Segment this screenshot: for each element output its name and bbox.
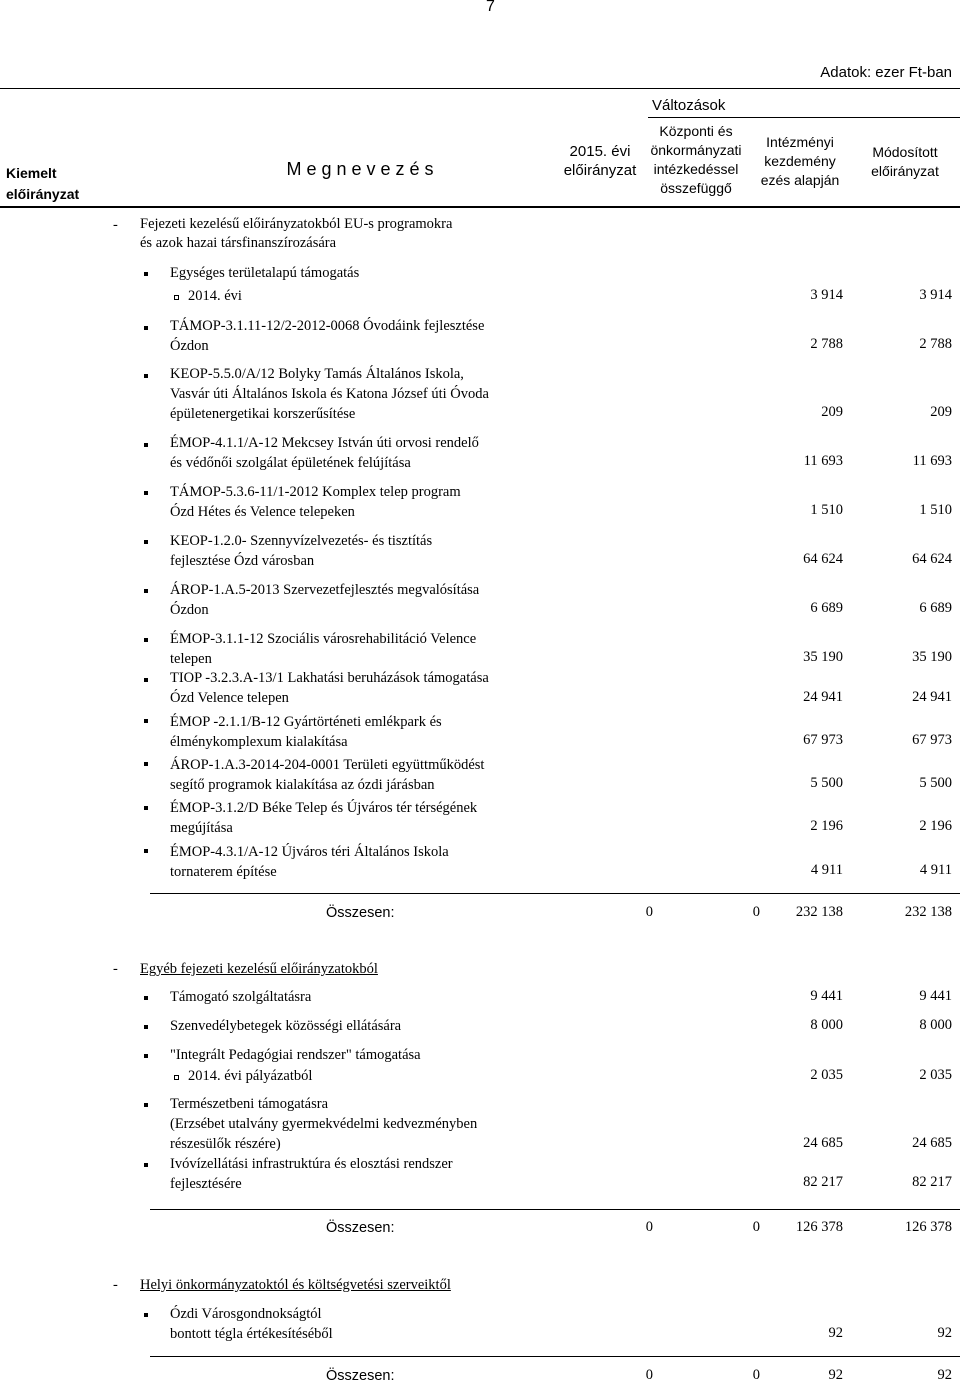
item-label: Természetbeni támogatásra (Erzsébet utalvány gyermekvédelmi kedvezményben részesülők részére) — [170, 1096, 478, 1152]
total-rule — [150, 1356, 960, 1357]
modositott-value: 24 685 — [912, 1135, 952, 1151]
total-label: Összesen: — [326, 905, 395, 921]
item-label: ÉMOP -2.1.1/B-12 Gyártörténeti emlékpark és élménykomplexum kialakítása — [170, 714, 442, 750]
modositott-value: 92 — [937, 1325, 952, 1341]
section2-title: Egyéb fejezeti kezelésű előirányzatokból — [140, 961, 378, 977]
bullet — [144, 1103, 148, 1107]
modositott-value: 82 217 — [912, 1174, 952, 1190]
intezmenyi-value: 5 500 — [810, 775, 843, 791]
bullet — [144, 1163, 148, 1167]
item-label: ÁROP-1.A.3-2014-204-0001 Területi együttműködést segítő programok kialakítása az ózdi járásban — [170, 757, 485, 793]
total-modositott: 92 — [937, 1367, 952, 1383]
intezmenyi-value: 24 941 — [803, 689, 843, 705]
bullet — [144, 638, 148, 642]
intezmenyi-value: 8 000 — [810, 1017, 843, 1033]
intezmenyi-value: 82 217 — [803, 1174, 843, 1190]
total-intezmenyi: 126 378 — [795, 1219, 843, 1235]
bullet — [144, 762, 148, 766]
total-kozponti: 0 — [645, 1219, 653, 1235]
total-intezmenyi: 92 — [828, 1367, 843, 1383]
modositott-value: 9 441 — [919, 988, 952, 1004]
intezmenyi-value: 24 685 — [803, 1135, 843, 1151]
item-label: KEOP-5.5.0/A/12 Bolyky Tamás Általános Iskola, Vasvár úti Általános Iskola és Katona József úti Óvoda épületenergetikai korszerűsítése — [170, 366, 489, 422]
item-label: KEOP-1.2.0- Szennyvízelvezetés- és tisztítás fejlesztése Ózd városban — [170, 533, 433, 569]
total-label: Összesen: — [326, 1368, 395, 1384]
intezmenyi-value: 11 693 — [803, 453, 843, 469]
modositott-value: 2 196 — [919, 818, 952, 834]
intezmenyi-value: 209 — [821, 404, 843, 420]
modositott-value: 6 689 — [919, 600, 952, 616]
modositott-value: 4 911 — [919, 862, 952, 878]
header-bottom-rule — [0, 206, 960, 208]
item-label: ÉMOP-4.3.1/A-12 Újváros téri Általános Iskola tornaterem építése — [170, 844, 449, 880]
item-label: ÉMOP-4.1.1/A-12 Mekcsey István úti orvosi rendelő és védőnői szolgálat épületének felújítása — [170, 435, 479, 471]
bullet — [144, 443, 148, 447]
page-number: 7 — [486, 0, 495, 15]
item-label: Ivóvízellátási infrastruktúra és elosztási rendszer fejlesztésére — [170, 1156, 453, 1192]
bullet — [144, 589, 148, 593]
total-intezmenyi-a: 0 — [752, 904, 760, 920]
total-intezmenyi-a: 0 — [752, 1367, 760, 1383]
modositott-value: 64 624 — [912, 551, 952, 567]
bullet — [144, 806, 148, 810]
header-kozponti: Központi és önkormányzati intézkedéssel összefüggő — [650, 123, 742, 196]
item-label: "Integrált Pedagógiai rendszer" támogatása — [170, 1047, 421, 1063]
item-label: Szenvedélybetegek közösségi ellátására — [170, 1018, 402, 1034]
item-label: Ózdi Városgondnokságtól bontott tégla értékesítéséből — [170, 1306, 333, 1342]
modositott-value: 8 000 — [919, 1017, 952, 1033]
total-modositott: 126 378 — [904, 1219, 952, 1235]
bullet — [144, 272, 148, 276]
item-label: Támogató szolgáltatásra — [170, 989, 312, 1005]
modositott-value: 209 — [930, 404, 952, 420]
bullet — [144, 678, 148, 682]
bullet — [144, 1313, 148, 1317]
sub-bullet — [174, 1075, 179, 1080]
intezmenyi-value: 35 190 — [803, 649, 843, 665]
total-intezmenyi-a: 0 — [752, 1219, 760, 1235]
section3-dash: - — [113, 1277, 118, 1293]
bullet — [144, 1025, 148, 1029]
header-top-rule — [0, 88, 960, 89]
section3-title: Helyi önkormányzatoktól és költségvetési szerveiktől — [140, 1277, 451, 1293]
modositott-value: 35 190 — [912, 649, 952, 665]
section1-title: Fejezeti kezelésű előirányzatokból EU-s programokra és azok hazai társfinanszírozására — [140, 216, 453, 251]
intezmenyi-value: 6 689 — [810, 600, 843, 616]
total-kozponti: 0 — [645, 1367, 653, 1383]
header-modositott: Módosított előirányzat — [871, 144, 939, 179]
intezmenyi-value: 3 914 — [810, 287, 843, 303]
intezmenyi-value: 4 911 — [810, 862, 843, 878]
bullet — [144, 849, 148, 853]
bullet — [144, 719, 148, 723]
modositott-value: 11 693 — [912, 453, 952, 469]
item-label: TÁMOP-5.3.6-11/1-2012 Komplex telep program Ózd Hétes és Velence telepeken — [170, 484, 461, 520]
header-group-rule — [648, 117, 960, 118]
modositott-value: 2 788 — [919, 336, 952, 352]
modositott-value: 2 035 — [919, 1067, 952, 1083]
sub-bullet — [174, 295, 179, 300]
total-rule — [150, 893, 960, 894]
intezmenyi-value: 9 441 — [810, 988, 843, 1004]
item-sub-label: 2014. évi — [188, 288, 242, 304]
intezmenyi-value: 1 510 — [810, 502, 843, 518]
item-label: TIOP -3.2.3.A-13/1 Lakhatási beruházások támogatása Ózd Velence telepen — [170, 670, 489, 706]
intezmenyi-value: 2 788 — [810, 336, 843, 352]
total-label: Összesen: — [326, 1220, 395, 1236]
bullet — [144, 540, 148, 544]
intezmenyi-value: 2 196 — [810, 818, 843, 834]
item-label: ÉMOP-3.1.2/D Béke Telep és Újváros tér térségének megújítása — [170, 800, 478, 836]
modositott-value: 24 941 — [912, 689, 952, 705]
modositott-value: 5 500 — [919, 775, 952, 791]
bullet — [144, 996, 148, 1000]
header-2015: 2015. évi előirányzat — [563, 143, 637, 179]
item-label: Egységes területalapú támogatás — [170, 265, 360, 281]
total-modositott: 232 138 — [904, 904, 952, 920]
header-kiemelt: Kiemelt előirányzat — [6, 165, 80, 202]
bullet — [144, 491, 148, 495]
modositott-value: 1 510 — [919, 502, 952, 518]
intezmenyi-value: 64 624 — [803, 551, 843, 567]
bullet — [144, 1054, 148, 1058]
item-label: ÁROP-1.A.5-2013 Szervezetfejlesztés megvalósítása Ózdon — [170, 582, 480, 618]
total-rule — [150, 1209, 960, 1210]
section1-dash: - — [113, 217, 118, 233]
item-sub-label: 2014. évi pályázatból — [188, 1068, 313, 1084]
modositott-value: 67 973 — [912, 732, 952, 748]
header-megnevezes: M e g n e v e z é s — [286, 159, 434, 179]
item-label: ÉMOP-3.1.1-12 Szociális városrehabilitáció Velence telepen — [170, 631, 477, 667]
header-intezmenyi: Intézményi kezdemény ezés alapján — [760, 134, 840, 188]
total-kozponti: 0 — [645, 904, 653, 920]
intezmenyi-value: 2 035 — [810, 1067, 843, 1083]
bullet — [144, 374, 148, 378]
intezmenyi-value: 92 — [828, 1325, 843, 1341]
intezmenyi-value: 67 973 — [803, 732, 843, 748]
units-note: Adatok: ezer Ft-ban — [820, 64, 952, 81]
item-label: TÁMOP-3.1.11-12/2-2012-0068 Óvodáink fejlesztése Ózdon — [170, 318, 485, 354]
bullet — [144, 326, 148, 330]
header-valtozasok: Változások — [652, 97, 726, 114]
modositott-value: 3 914 — [919, 287, 952, 303]
section2-dash: - — [113, 961, 118, 977]
total-intezmenyi: 232 138 — [795, 904, 843, 920]
